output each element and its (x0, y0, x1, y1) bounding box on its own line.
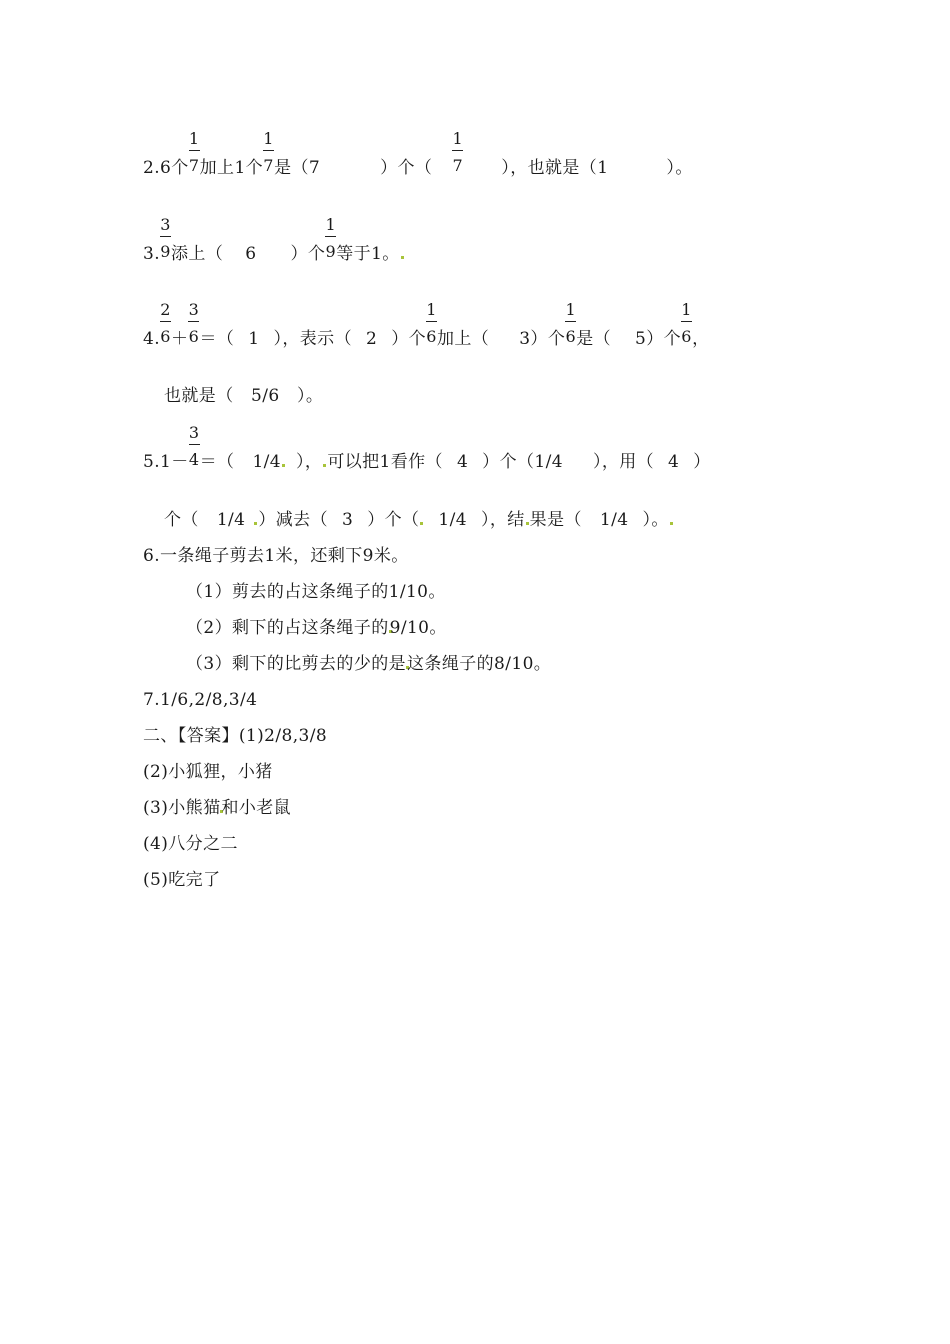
q4-fraction-c: $\frac{1}{6}$ (426, 300, 437, 346)
q5-line-2 (164, 510, 674, 530)
q5-line (143, 423, 711, 472)
q5-answer-2: 4 (456, 452, 469, 472)
q3-fraction-a: $\frac{3}{9}$ (160, 215, 171, 261)
part2-line-5-text: (5)吃完了 (143, 870, 221, 890)
q4-text-4: 加上（ (437, 329, 490, 349)
q6-sub-3-text-a: （3）剩下的比剪去的少的是 (186, 654, 407, 674)
q2-line (143, 129, 693, 178)
q3-line (143, 215, 405, 264)
q4-line (143, 300, 710, 349)
q5-l2-c: ）减去（ (258, 510, 328, 530)
q4-answer-2: 2 (365, 329, 378, 349)
q5-answer-3: 4 (668, 452, 680, 472)
q5-l2-answer-4: 1/4 (599, 510, 629, 530)
q4-fraction-d: $\frac{1}{6}$ (565, 300, 577, 346)
q6-sub-3 (186, 654, 551, 674)
q6-sub-2-text-a: （2）剩下的占这条绳子的 (186, 618, 389, 638)
part2-line-1-text: 二、【答案】(1)2/8,3/8 (143, 726, 328, 746)
part2-line-4-text: (4)八分之二 (143, 834, 238, 854)
q5-text-5: ），用（ (592, 452, 655, 472)
q3-fraction-b: $\frac{1}{9}$ (325, 215, 337, 261)
q5-text-6: ） (693, 452, 711, 472)
q6-title-text: 6.一条绳子剪去1米，还剩下9米。 (143, 546, 409, 566)
q2-text-1: 加上1个 (199, 158, 264, 178)
q7-line (143, 690, 257, 710)
part2-line-5 (143, 870, 220, 890)
q5-l2-answer-2: 3 (341, 510, 354, 530)
q2-fraction-a: $\frac{1}{7}$ (188, 129, 200, 175)
q4-text-1: ＝（ (199, 329, 235, 349)
q6-sub-1-text: （1）剪去的占这条绳子的1/10。 (186, 582, 446, 602)
q6-title (143, 546, 409, 566)
part2-line-3-text-b: 和小老鼠 (221, 798, 292, 818)
q5-answer-1: 1/4 (252, 452, 282, 472)
q2-fraction-c: $\frac{1}{7}$ (452, 129, 464, 175)
q5-l2-answer-3: 1/4 (438, 510, 467, 530)
green-mark (670, 522, 673, 525)
green-mark (323, 464, 326, 467)
q5-text-3: 可以把1看作（ (327, 452, 443, 472)
part2-line-3 (143, 798, 291, 818)
q5-text-2: ）， (296, 452, 323, 472)
q4-plus: ＋ (171, 329, 189, 349)
q2-fraction-b: $\frac{1}{7}$ (263, 129, 274, 175)
q4-continuation: 也就是（ 5/6 ）。 (164, 386, 324, 406)
q5-l2-j: ）。 (642, 510, 669, 530)
q4-text-2: ），表示（ (273, 329, 352, 349)
q5-fraction-a: $\frac{3}{4}$ (188, 423, 200, 469)
q3-text-1: 添上（ (171, 244, 224, 264)
q4-prefix: 4. (143, 329, 161, 349)
green-mark (401, 256, 404, 259)
part2-line-2 (143, 762, 273, 782)
q4-text-3: ）个 (391, 329, 426, 349)
q4-answer-1: 1 (248, 329, 260, 349)
q7-text: 7.1/6,2/8,3/4 (143, 690, 258, 710)
green-mark (526, 522, 529, 525)
q5-l2-a: 个（ (164, 510, 199, 530)
part2-line-2-text: (2)小狐狸，小猪 (143, 762, 273, 782)
q3-text-3: 等于1。 (336, 244, 400, 264)
green-mark (254, 522, 257, 525)
q2-prefix: 2.6个 (143, 158, 189, 178)
q4-line-2 (164, 386, 323, 406)
q4-answer-4: 5）个 (635, 329, 682, 349)
q2-text-4: ），也就是（1 (501, 158, 609, 178)
q4-fraction-a: $\frac{2}{6}$ (160, 300, 171, 346)
part2-line-4 (143, 834, 238, 854)
q2-text-3: ）个（ (380, 158, 433, 178)
q4-fraction-b: $\frac{3}{6}$ (188, 300, 200, 346)
q4-text-6: ， (692, 329, 710, 349)
q2-text-5: ）。 (666, 158, 693, 178)
q5-prefix: 5.1－ (143, 452, 189, 472)
q4-answer-3: 3）个 (519, 329, 566, 349)
q6-sub-2-text-b: 9/10。 (389, 618, 447, 638)
q5-l2-h: 果是（ (529, 510, 582, 530)
q3-answer: 6 (245, 244, 257, 264)
part2-line-1 (143, 726, 327, 746)
q3-text-2: ）个 (290, 244, 326, 264)
q5-l2-e: ）个（ (367, 510, 420, 530)
q6-sub-3-text-b: 这条绳子的8/10。 (407, 654, 552, 674)
part2-line-3-text-a: (3)小熊猫 (143, 798, 221, 818)
green-mark (420, 522, 423, 525)
q3-prefix: 3. (143, 244, 161, 264)
q4-fraction-e: $\frac{1}{6}$ (681, 300, 692, 346)
q2-text-2: 是（7 (274, 158, 321, 178)
q4-text-5: 是（ (576, 329, 612, 349)
q6-sub-1 (186, 582, 446, 602)
q5-l2-answer-1: 1/4 (216, 510, 246, 530)
q6-sub-2 (186, 618, 447, 638)
q5-text-4: ）个（1/4 (482, 452, 563, 472)
green-mark (282, 464, 285, 467)
q5-l2-g: ），结 (480, 510, 525, 530)
q5-text-1: ＝（ (199, 452, 235, 472)
